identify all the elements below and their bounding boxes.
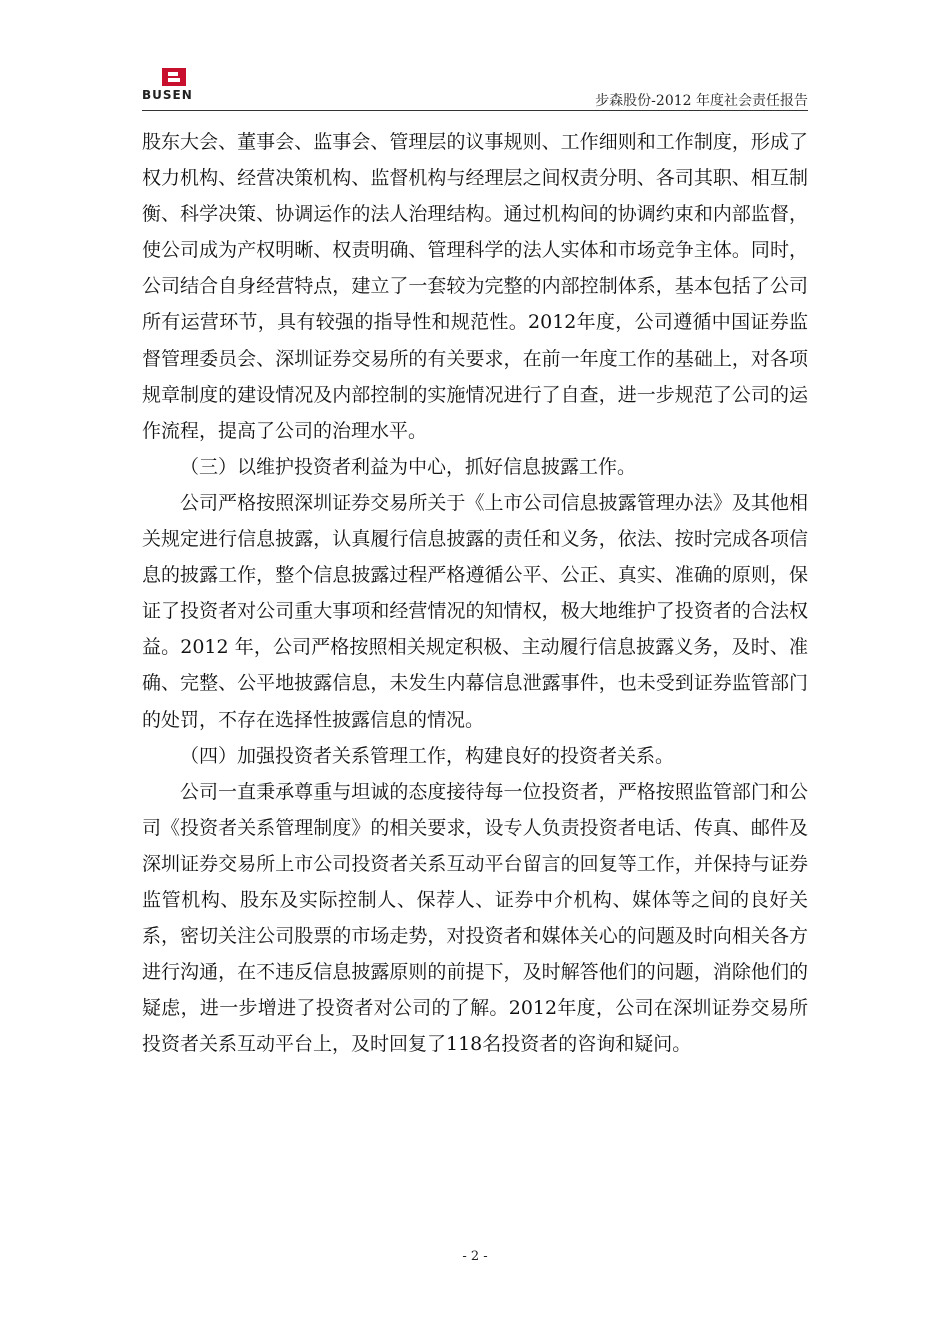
document-body [142,124,808,1062]
report-header-title: 步森股份-2012 年度社会责任报告 [595,93,808,109]
section-heading-4: （四）加强投资者关系管理工作，构建良好的投资者关系。 [180,744,675,767]
logo-text: BUSEN [142,88,193,102]
header-divider [142,110,808,111]
page-number: - 2 - [462,1249,488,1264]
paragraph-investor-relations: 公司一直秉承尊重与坦诚的态度接待每一位投资者，严格按照监管部门和公司《投资者关系管理制度》的相关要求，设专人负责投资者电话、传真、邮件及深圳证券交易所上市公司投资者关系互动平台留言的回复等工作，并保持与证券监管机构、股东及实际控制人、保荐人、证券中介机构、媒体等之间的良好关系，密切关注公司股票的市场走势，对投资者和媒体关心的问题及时向相关各方进行沟通，在不违反信息披露原则的前提下，及时解答他们的问题，消除他们的疑虑，进一步增进了投资者对公司的了解。2012年度，公司在深圳证券交易所投资者关系互动平台上，及时回复了118名投资者的咨询和疑问。 [142,780,808,1056]
section-heading-3: （三）以维护投资者利益为中心，抓好信息披露工作。 [180,455,637,478]
paragraph-disclosure: 公司严格按照深圳证券交易所关于《上市公司信息披露管理办法》及其他相关规定进行信息披露，认真履行信息披露的责任和义务，依法、按时完成各项信息的披露工作，整个信息披露过程严格遵循公平、公正、真实、准确的原则，保证了投资者对公司重大事项和经营情况的知情权，极大地维护了投资者的合法权益。2012 年，公司严格按照相关规定积极、主动履行信息披露义务，及时、准确、完整、公平地披露信息，未发生内幕信息泄露事件，也未受到证券监管部门的处罚，不存在选择性披露信息的情况。 [142,491,808,731]
paragraph-continuation: 股东大会、董事会、监事会、管理层的议事规则、工作细则和工作制度，形成了权力机构、经营决策机构、监督机构与经理层之间权责分明、各司其职、相互制衡、科学决策、协调运作的法人治理结构。通过机构间的协调约束和内部监督，使公司成为产权明晰、权责明确、管理科学的法人实体和市场竞争主体。同时，公司结合自身经营特点，建立了一套较为完整的内部控制体系，基本包括了公司所有运营环节，具有较强的指导性和规范性。2012年度，公司遵循中国证券监督管理委员会、深圳证券交易所的有关要求，在前一年度工作的基础上，对各项规章制度的建设情况及内部控制的实施情况进行了自查，进一步规范了公司的运作流程，提高了公司的治理水平。 [142,131,808,442]
